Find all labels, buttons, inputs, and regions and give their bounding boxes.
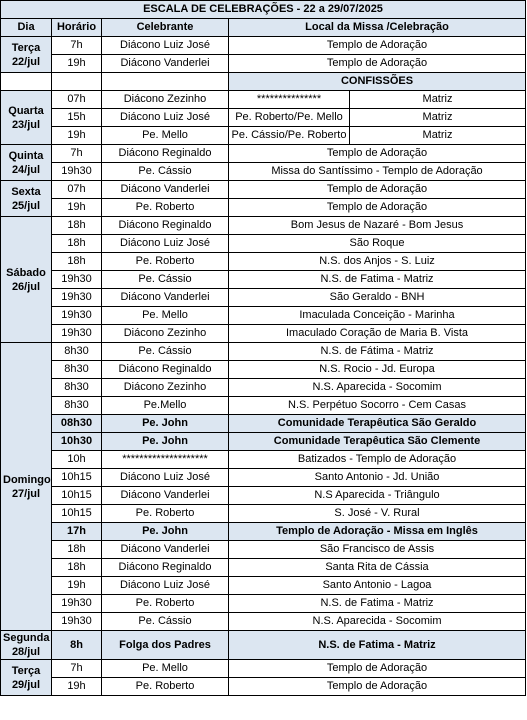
day-name: Domingo (3, 473, 51, 486)
time-cell: 8h30 (52, 361, 102, 379)
location-cell: N.S. Aparecida - Socomim (229, 613, 526, 631)
schedule-row (1, 631, 526, 660)
time-cell: 18h (52, 217, 102, 235)
day-name: Segunda (3, 632, 50, 644)
location-cell: Templo de Adoração (229, 55, 526, 73)
time-cell: 18h (52, 541, 102, 559)
time-cell: 19h30 (52, 595, 102, 613)
schedule-row (1, 199, 526, 217)
header-dia: Dia (1, 19, 52, 37)
day-date: 26/jul (11, 280, 41, 293)
celebrant-cell: Pe. John (102, 415, 229, 433)
time-cell: 19h (52, 199, 102, 217)
location-cell: Templo de Adoração (229, 181, 526, 199)
schedule-row (1, 37, 526, 55)
time-cell: 17h (52, 523, 102, 541)
location-cell: Imaculado Coração de Maria B. Vista (229, 325, 526, 343)
location-cell: N.S. Aparecida - Socomim (229, 379, 526, 397)
location-cell: Bom Jesus de Nazaré - Bom Jesus (229, 217, 526, 235)
schedule-row (1, 559, 526, 577)
schedule-title: ESCALA DE CELEBRAÇÕES - 22 a 29/07/2025 (1, 1, 526, 19)
location-cell: N.S. de Fatima - Matriz (229, 631, 526, 660)
location-cell: Templo de Adoração - Missa em Inglês (229, 523, 526, 541)
celebrant-cell: Pe. John (102, 433, 229, 451)
day-cell (1, 343, 52, 631)
schedule-row (1, 91, 526, 109)
celebrant-cell: Pe. Cássio (102, 163, 229, 181)
celebrant-cell: Diácono Luiz José (102, 109, 229, 127)
time-cell: 7h (52, 660, 102, 678)
day-date: 27/jul (11, 487, 41, 500)
header-horario: Horário (52, 19, 102, 37)
location-cell: N.S. de Fátima - Matriz (229, 343, 526, 361)
celebrant-cell: Pe. Cássio (102, 613, 229, 631)
schedule-row (1, 660, 526, 678)
schedule-row (1, 343, 526, 361)
confissoes-label: CONFISSÕES (229, 73, 526, 91)
time-cell: 10h (52, 451, 102, 469)
schedule-row (1, 181, 526, 199)
celebrant-cell: Diácono Reginaldo (102, 361, 229, 379)
time-cell: 07h (52, 181, 102, 199)
time-cell: 10h15 (52, 469, 102, 487)
schedule-row (1, 505, 526, 523)
celebrant-cell: Diácono Luiz José (102, 577, 229, 595)
time-cell: 18h (52, 253, 102, 271)
celebrant-cell: Diácono Zezinho (102, 379, 229, 397)
location-cell: Templo de Adoração (229, 145, 526, 163)
time-cell: 8h (52, 631, 102, 660)
day-date: 25/jul (11, 199, 41, 212)
location-cell: Matriz (350, 109, 526, 127)
schedule-row (1, 379, 526, 397)
location-cell: Matriz (350, 91, 526, 109)
title-row (1, 1, 526, 19)
celebrant-cell: Pe. Roberto (102, 199, 229, 217)
schedule-row (1, 271, 526, 289)
header-local: Local da Missa /Celebração (229, 19, 526, 37)
day-name: Sexta (11, 185, 41, 198)
day-cell (1, 660, 52, 696)
celebrant-cell: Diácono Luiz José (102, 235, 229, 253)
location-cell: Comunidade Terapêutica São Geraldo (229, 415, 526, 433)
schedule-row (1, 415, 526, 433)
schedule-row (1, 55, 526, 73)
day-cell (1, 217, 52, 343)
time-cell: 10h15 (52, 487, 102, 505)
day-cell (1, 145, 52, 181)
time-cell: 08h30 (52, 415, 102, 433)
location-cell: Imaculada Conceição - Marinha (229, 307, 526, 325)
location-cell: São Geraldo - BNH (229, 289, 526, 307)
time-cell: 7h (52, 37, 102, 55)
header-row (1, 19, 526, 37)
location-cell: Missa do Santíssimo - Templo de Adoração (229, 163, 526, 181)
time-cell: 19h30 (52, 163, 102, 181)
day-name: Sábado (6, 266, 46, 279)
schedule-row (1, 469, 526, 487)
location-cell: Santo Antonio - Jd. União (229, 469, 526, 487)
schedule-row (1, 307, 526, 325)
schedule-row (1, 487, 526, 505)
location-cell: Templo de Adoração (229, 199, 526, 217)
time-cell: 8h30 (52, 397, 102, 415)
day-name: Quarta (8, 104, 44, 117)
time-cell: 18h (52, 559, 102, 577)
time-cell: 8h30 (52, 379, 102, 397)
celebrant-cell: Pe. Mello (102, 660, 229, 678)
day-cell (1, 91, 52, 145)
confessor-cell: Pe. Cássio/Pe. Roberto (229, 127, 350, 145)
day-date: 29/jul (11, 678, 41, 691)
celebrant-cell: Diácono Luiz José (102, 469, 229, 487)
location-cell: N.S. de Fatima - Matriz (229, 271, 526, 289)
celebrant-cell: Diácono Vanderlei (102, 289, 229, 307)
schedule-row (1, 163, 526, 181)
schedule-row (1, 217, 526, 235)
time-cell: 19h30 (52, 307, 102, 325)
spacer-cell (1, 73, 52, 91)
schedule-row (1, 678, 526, 696)
spacer-cell (52, 73, 102, 91)
schedule-row (1, 253, 526, 271)
celebrant-cell: ******************** (102, 451, 229, 469)
location-cell: N.S. Perpétuo Socorro - Cem Casas (229, 397, 526, 415)
location-cell: Batizados - Templo de Adoração (229, 451, 526, 469)
celebrant-cell: Diácono Reginaldo (102, 145, 229, 163)
celebrant-cell: Folga dos Padres (102, 631, 229, 660)
day-cell (1, 37, 52, 73)
location-cell: Matriz (350, 127, 526, 145)
day-cell (1, 181, 52, 217)
time-cell: 19h (52, 55, 102, 73)
time-cell: 19h30 (52, 325, 102, 343)
celebrant-cell: Pe. John (102, 523, 229, 541)
location-cell: Templo de Adoração (229, 37, 526, 55)
time-cell: 07h (52, 91, 102, 109)
day-date: 28/jul (11, 646, 41, 658)
schedule-row (1, 523, 526, 541)
celebrant-cell: Pe. Mello (102, 127, 229, 145)
location-cell: Comunidade Terapêutica São Clemente (229, 433, 526, 451)
schedule-row (1, 577, 526, 595)
celebrant-cell: Diácono Vanderlei (102, 541, 229, 559)
spacer-cell (102, 73, 229, 91)
day-name: Quinta (8, 149, 44, 162)
celebrant-cell: Diácono Reginaldo (102, 217, 229, 235)
celebrant-cell: Diácono Vanderlei (102, 55, 229, 73)
confessor-cell: *************** (229, 91, 350, 109)
schedule-row (1, 433, 526, 451)
schedule-row (1, 235, 526, 253)
time-cell: 10h30 (52, 433, 102, 451)
time-cell: 19h30 (52, 271, 102, 289)
time-cell: 8h30 (52, 343, 102, 361)
time-cell: 19h (52, 127, 102, 145)
location-cell: Templo de Adoração (229, 678, 526, 696)
celebrant-cell: Pe. Roberto (102, 505, 229, 523)
schedule-row (1, 595, 526, 613)
day-date: 23/jul (11, 118, 41, 131)
time-cell: 15h (52, 109, 102, 127)
schedule-row (1, 325, 526, 343)
time-cell: 19h (52, 678, 102, 696)
location-cell: N.S Aparecida - Triângulo (229, 487, 526, 505)
celebrant-cell: Diácono Zezinho (102, 325, 229, 343)
schedule-row (1, 613, 526, 631)
celebrant-cell: Pe. Mello (102, 307, 229, 325)
day-date: 22/jul (11, 55, 41, 68)
time-cell: 19h30 (52, 613, 102, 631)
celebrant-cell: Diácono Luiz José (102, 37, 229, 55)
time-cell: 19h (52, 577, 102, 595)
schedule-row (1, 109, 526, 127)
celebrant-cell: Pe.Mello (102, 397, 229, 415)
celebrant-cell: Pe. Cássio (102, 343, 229, 361)
location-cell: Templo de Adoração (229, 660, 526, 678)
time-cell: 18h (52, 235, 102, 253)
celebrant-cell: Pe. Roberto (102, 253, 229, 271)
confissoes-header-row (1, 73, 526, 91)
location-cell: S. José - V. Rural (229, 505, 526, 523)
celebrant-cell: Pe. Roberto (102, 678, 229, 696)
time-cell: 19h30 (52, 289, 102, 307)
location-cell: São Roque (229, 235, 526, 253)
schedule-row (1, 451, 526, 469)
day-cell (1, 631, 52, 660)
schedule-row (1, 145, 526, 163)
time-cell: 7h (52, 145, 102, 163)
confessor-cell: Pe. Roberto/Pe. Mello (229, 109, 350, 127)
location-cell: São Francisco de Assis (229, 541, 526, 559)
schedule-row (1, 397, 526, 415)
day-name: Terça (11, 41, 41, 54)
schedule-row (1, 361, 526, 379)
location-cell: Santa Rita de Cássia (229, 559, 526, 577)
location-cell: N.S. dos Anjos - S. Luiz (229, 253, 526, 271)
celebrant-cell: Diácono Vanderlei (102, 181, 229, 199)
schedule-row (1, 127, 526, 145)
location-cell: N.S. Rocio - Jd. Europa (229, 361, 526, 379)
celebrant-cell: Diácono Reginaldo (102, 559, 229, 577)
schedule-row (1, 289, 526, 307)
schedule-row (1, 541, 526, 559)
location-cell: Santo Antonio - Lagoa (229, 577, 526, 595)
celebrant-cell: Diácono Zezinho (102, 91, 229, 109)
day-date: 24/jul (11, 163, 41, 176)
celebrant-cell: Pe. Cássio (102, 271, 229, 289)
header-celebrante: Celebrante (102, 19, 229, 37)
time-cell: 10h15 (52, 505, 102, 523)
celebrant-cell: Diácono Vanderlei (102, 487, 229, 505)
celebrant-cell: Pe. Roberto (102, 595, 229, 613)
location-cell: N.S. de Fatima - Matriz (229, 595, 526, 613)
day-name: Terça (11, 664, 41, 677)
